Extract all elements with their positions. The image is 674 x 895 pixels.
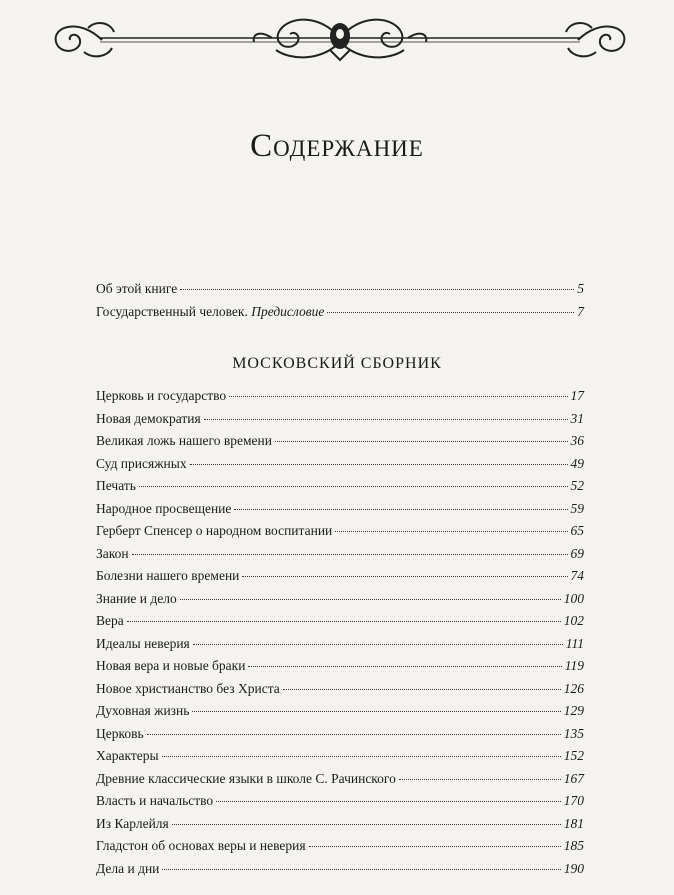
dot-leader [275, 441, 568, 442]
toc-row [96, 610, 584, 633]
toc-page-number: 5 [577, 281, 584, 296]
toc-page-number: 181 [563, 815, 584, 831]
toc-page-number: 152 [563, 748, 584, 763]
toc-row [96, 723, 584, 746]
toc-entry-label: Об этой книге [96, 281, 178, 296]
toc-entry-label: Характеры [96, 748, 159, 763]
toc-entry-label: Закон [96, 545, 129, 561]
toc-row [96, 655, 584, 678]
dot-leader [190, 464, 568, 465]
toc-row [96, 385, 584, 408]
toc-page-number: 59 [570, 500, 584, 516]
dot-leader [132, 554, 568, 555]
toc-entry-label: Духовная жизнь [96, 703, 190, 718]
dot-leader [242, 576, 567, 577]
toc-entry-label: Болезни нашего времени [96, 568, 240, 583]
toc-page-number: 170 [563, 793, 584, 808]
page-title: Содержание [250, 128, 424, 164]
toc-page-number: 135 [563, 725, 584, 741]
toc-page-number: 69 [570, 545, 584, 561]
toc-row [96, 408, 584, 431]
dot-leader [162, 756, 561, 757]
dot-leader [147, 734, 561, 735]
dot-leader [172, 824, 561, 825]
toc-entry-label: Вера [96, 613, 124, 628]
dot-leader [309, 846, 561, 847]
toc-entry-label: Гладстон об основах веры и неверия [96, 838, 306, 853]
toc-row [96, 475, 584, 498]
dot-leader [180, 289, 574, 290]
toc-entry-label: Из Карлейля [96, 815, 169, 831]
toc-row [96, 543, 584, 566]
toc-page-number: 7 [577, 303, 584, 319]
toc-row [96, 565, 584, 588]
dot-leader [204, 419, 568, 420]
toc-entry-label: Народное просвещение [96, 500, 232, 516]
dot-leader [335, 531, 567, 532]
toc-entry-label: Новая демократия [96, 410, 201, 426]
toc-page-number: 129 [563, 703, 584, 718]
dot-leader [139, 486, 568, 487]
toc-row [96, 768, 584, 791]
toc-entry-label: Древние классические языки в школе С. Рачинского [96, 770, 396, 786]
toc-entry-label: Великая ложь нашего времени [96, 433, 272, 448]
toc-row [96, 633, 584, 656]
toc-entry-label: Идеалы неверия [96, 635, 190, 651]
dot-leader [193, 644, 563, 645]
dot-leader [216, 801, 561, 802]
dot-leader [229, 396, 567, 397]
toc-row [96, 700, 584, 723]
toc-intro [96, 278, 584, 323]
toc-page-number: 74 [570, 568, 584, 583]
toc-page-number: 190 [563, 860, 584, 876]
toc-entry-label: Церковь [96, 725, 144, 741]
toc-row [96, 498, 584, 521]
toc-entry-label: Новое христианство без Христа [96, 680, 280, 696]
toc-entry-label: Знание и дело [96, 590, 177, 606]
toc-page-number: 36 [570, 433, 584, 448]
toc-entry-label: Новая вера и новые браки [96, 658, 246, 673]
toc-row [96, 745, 584, 768]
toc-page-number: 17 [570, 388, 584, 403]
toc-entry-label: Суд присяжных [96, 455, 187, 471]
section-heading: МОСКОВСКИЙ СБОРНИК [232, 355, 442, 372]
toc-page-number: 185 [563, 838, 584, 853]
toc-page-number: 52 [570, 478, 584, 493]
toc-row [96, 278, 584, 301]
toc-page-number: 167 [563, 770, 584, 786]
toc-row [96, 678, 584, 701]
toc-row [96, 453, 584, 476]
dot-leader [192, 711, 560, 712]
toc-row [96, 835, 584, 858]
dot-leader [399, 779, 561, 780]
toc-page-number: 111 [565, 635, 584, 651]
toc-page-number: 102 [563, 613, 584, 628]
toc-row [96, 858, 584, 881]
dot-leader [127, 621, 561, 622]
toc-page-number: 65 [570, 523, 584, 538]
toc-page-number: 49 [570, 455, 584, 471]
toc-entry-label: Дела и дни [96, 860, 160, 876]
dot-leader [234, 509, 567, 510]
toc-list [96, 385, 584, 880]
dot-leader [327, 312, 574, 313]
toc-page-number: 119 [564, 658, 584, 673]
dot-leader [162, 869, 560, 870]
toc-entry-label: Печать [96, 478, 136, 493]
toc-row [96, 301, 584, 324]
toc-row [96, 790, 584, 813]
toc-page-number: 31 [570, 410, 584, 426]
toc-row [96, 813, 584, 836]
toc-page-number: 100 [563, 590, 584, 606]
header-ornament [40, 8, 640, 64]
toc-row [96, 520, 584, 543]
toc-entry-label: Герберт Спенсер о народном воспитании [96, 523, 333, 538]
toc-entry-label: Государственный человек. Предисловие [96, 303, 325, 319]
toc-entry-label: Власть и начальство [96, 793, 214, 808]
dot-leader [283, 689, 561, 690]
toc-row [96, 430, 584, 453]
dot-leader [248, 666, 561, 667]
toc-entry-label: Церковь и государство [96, 388, 227, 403]
toc-page-number: 126 [563, 680, 584, 696]
toc-row [96, 588, 584, 611]
dot-leader [180, 599, 561, 600]
